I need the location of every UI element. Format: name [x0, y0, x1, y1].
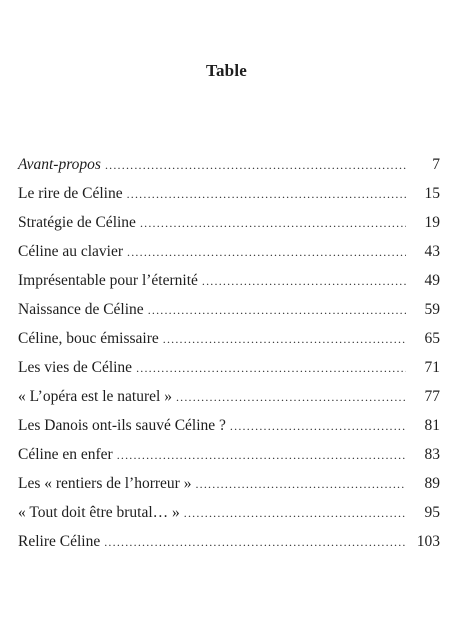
toc-entry-page: 81: [424, 417, 440, 434]
toc-entry-label: « Tout doit être brutal… »: [18, 504, 180, 521]
toc-entry[interactable]: [18, 440, 440, 469]
toc-entry[interactable]: [18, 237, 440, 266]
toc-entry-page: 49: [424, 272, 440, 289]
toc-entry[interactable]: [18, 266, 440, 295]
toc-leader-dots: [105, 151, 406, 180]
toc-entry-label: Naissance de Céline: [18, 301, 144, 318]
page-title: Table: [205, 61, 247, 80]
toc-leader-dots: [176, 383, 406, 412]
toc-entry[interactable]: [18, 353, 440, 382]
toc-entry-label: Le rire de Céline: [18, 185, 123, 202]
toc-entry[interactable]: [18, 324, 440, 353]
toc-entry-page: 59: [424, 301, 440, 318]
toc-entry-page: 65: [424, 330, 440, 347]
toc-entry-label: Stratégie de Céline: [18, 214, 136, 231]
toc-entry[interactable]: [18, 208, 440, 237]
toc-leader-dots: [202, 267, 406, 296]
toc-entry[interactable]: [18, 295, 440, 324]
toc-leader-dots: [127, 180, 406, 209]
toc-entry-page: 15: [424, 185, 440, 202]
toc-entry[interactable]: [18, 527, 440, 556]
toc-entry-label: Avant-propos: [18, 156, 101, 173]
toc-entry-page: 43: [424, 243, 440, 260]
toc-leader-dots: [148, 296, 406, 325]
toc-entry-label: Les vies de Céline: [18, 359, 133, 376]
toc-leader-dots: [140, 209, 406, 238]
toc-entry-page: 95: [424, 504, 440, 521]
toc-entry[interactable]: [18, 498, 440, 527]
toc-leader-dots: [104, 528, 406, 557]
toc-entry-page: 77: [424, 388, 440, 405]
toc-entry-page: 7: [432, 156, 440, 173]
toc-entry[interactable]: [18, 382, 440, 411]
toc-entry-label: Imprésentable pour l’éternité: [18, 272, 198, 289]
toc-entry-label: Céline au clavier: [18, 243, 124, 260]
toc-leader-dots: [195, 470, 406, 499]
toc-entry-page: 89: [424, 475, 440, 492]
toc-leader-dots: [117, 441, 406, 470]
table-of-contents: [18, 150, 440, 556]
toc-entry-page: 103: [416, 533, 440, 550]
toc-entry-label: Les Danois ont-ils sauvé Céline ?: [18, 417, 226, 434]
toc-entry-page: 19: [424, 214, 440, 231]
toc-entry[interactable]: [18, 469, 440, 498]
toc-leader-dots: [230, 412, 406, 441]
toc-entry-page: 71: [424, 359, 440, 376]
toc-entry[interactable]: [18, 411, 440, 440]
toc-entry-label: Relire Céline: [18, 533, 101, 550]
toc-entry-label: Céline, bouc émissaire: [18, 330, 159, 347]
toc-entry-page: 83: [424, 446, 440, 463]
toc-leader-dots: [184, 499, 406, 528]
toc-entry-label: « L’opéra est le naturel »: [18, 388, 172, 405]
toc-entry[interactable]: [18, 179, 440, 208]
toc-entry-label: Céline en enfer: [18, 446, 113, 463]
toc-leader-dots: [127, 238, 406, 267]
toc-entry[interactable]: [18, 150, 440, 179]
toc-leader-dots: [163, 325, 406, 354]
toc-leader-dots: [136, 354, 406, 383]
toc-entry-label: Les « rentiers de l’horreur »: [18, 475, 192, 492]
